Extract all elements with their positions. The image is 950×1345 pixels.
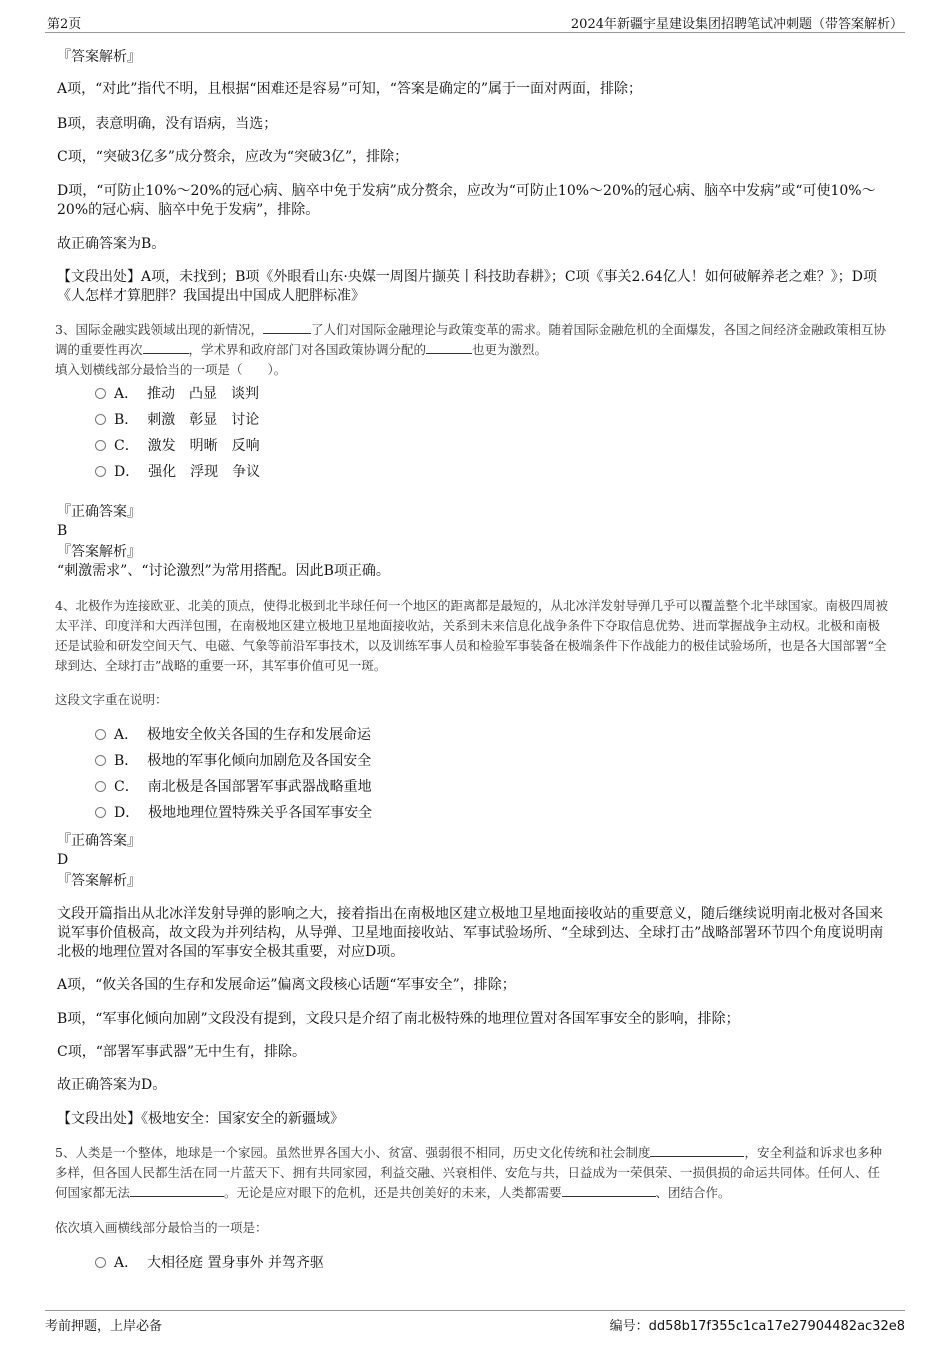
option-text: 极地安全攸关各国的生存和发展命运 [147,727,372,743]
q4-option-a[interactable] [95,726,371,744]
q4-analysis-a: A项，“攸关各国的生存和发展命运”偏离文段核心话题“军事安全”，排除； [57,977,516,993]
option-text: 推动 凸显 谈判 [147,386,260,402]
q3-option-c[interactable] [95,437,260,455]
radio-icon[interactable] [95,755,106,766]
q2-analysis-a: A项，“对此”指代不明，且根据“困难还是容易”可知，“答案是确定的”属于一面对两面，排除； [57,81,643,97]
q4-analysis-label: 『答案解析』 [57,873,141,889]
page-header [45,12,905,33]
document-title: 2024年新疆宇星建设集团招聘笔试冲刺题（带答案解析） [570,17,903,32]
q3-analysis-label: 『答案解析』 [57,544,141,560]
q3-answer: B [57,523,68,539]
q4-option-d[interactable] [95,804,372,822]
q4-source: 【文段出处】《极地安全：国家安全的新疆域》 [57,1111,344,1127]
q5-prompt: 依次填入画横线部分最恰当的一项是： [55,1220,268,1235]
option-text: 极地地理位置特殊关乎各国军事安全 [148,805,373,821]
q5-stem [55,1143,890,1203]
q3-stem-part: 了人们对国际金融理论与政策变革的需求。随着国际金融危机的全面爆发，各国之间经济金融政策相互协调的重要性再次 [55,322,886,357]
option-text: 强化 浮现 争议 [148,464,261,480]
q2-analysis-c: C项，“突破3亿多”成分赘余，应改为“突破3亿”，排除； [57,149,409,165]
code-value: dd58b17f355c1ca17e27904482ac32e8 [648,1319,905,1334]
page-footer [45,1310,905,1336]
document-code [610,1315,905,1334]
radio-icon[interactable] [95,388,106,399]
blank-line [143,341,189,354]
q3-option-d[interactable] [95,463,260,481]
q4-analysis-b: B项，“军事化倾向加剧”文段没有提到，文段只是介绍了南北极特殊的地理位置对各国军事安全的影响，排除； [57,1011,740,1027]
q3-option-a[interactable] [95,385,259,403]
blank-line [263,321,311,334]
option-letter: D． [114,805,140,821]
option-letter: C． [114,779,139,795]
q3-stem [55,320,890,380]
page-number: 第2页 [47,17,82,32]
option-letter: B． [114,412,139,428]
blank-line [426,341,472,354]
option-letter: B． [114,753,139,769]
blank-line [130,1184,224,1197]
radio-icon[interactable] [95,1257,106,1268]
q3-answer-label: 『正确答案』 [57,504,141,520]
q3-stem-part: ，学术界和政府部门对各国政策协调分配的 [188,342,427,357]
option-text: 激发 明晰 反响 [147,438,260,454]
q4-answer: D [57,852,69,868]
q4-answer-label: 『正确答案』 [57,833,141,849]
radio-icon[interactable] [95,781,106,792]
option-text: 南北极是各国部署军事武器战略重地 [147,779,372,795]
code-label: 编号： [609,1319,649,1334]
q4-option-c[interactable] [95,778,372,796]
q2-source: 【文段出处】A项，未找到；B项《外眼看山东·央媒一周图片撷英丨科技助春耕》；C项《事关2.64亿人！如何破解养老之难？》；D项《人怎样才算肥胖？我国提出中国成人肥胖标准》 [57,269,877,304]
radio-icon[interactable] [95,466,106,477]
q3-analysis: “刺激需求”、“讨论激烈”为常用搭配。因此B项正确。 [57,563,390,579]
radio-icon[interactable] [95,729,106,740]
option-text: 极地的军事化倾向加剧危及各国安全 [147,753,372,769]
q5-stem-part: 。无论是应对眼下的危机，还是共创美好的未来，人类都需要 [224,1185,562,1200]
q3-stem-part: 也更为激烈。 [472,342,548,357]
q4-conclusion: 故正确答案为D。 [57,1077,167,1093]
option-text: 大相径庭 置身事外 并驾齐驱 [147,1255,324,1271]
q3-stem-part: 3、国际金融实践领域出现的新情况， [55,322,263,337]
q5-stem-part: 5、人类是一个整体，地球是一个家园。虽然世界各国大小、贫富、强弱很不相同，历史文化传统和社会制度 [55,1145,651,1160]
footer-slogan: 考前押题，上岸必备 [45,1319,163,1334]
q5-stem-part: 、团结合作。 [655,1185,731,1200]
q2-conclusion: 故正确答案为B。 [57,236,166,252]
q2-analysis-d: D项，“可防止10%～20%的冠心病、脑卒中免于发病”成分赘余，应改为“可防止10%～20%的冠心病、脑卒中发病”或“可使10%～20%的冠心病、脑卒中免于发病”，排除。 [57,183,876,218]
q4-option-b[interactable] [95,752,371,770]
blank-line [650,1144,744,1157]
option-letter: C． [114,438,139,454]
blank-line [562,1184,656,1197]
option-letter: A． [114,386,139,402]
option-letter: D． [114,464,140,480]
q2-analysis-b: B项，表意明确，没有语病，当选； [57,116,278,132]
q4-stem: 4、北极作为连接欧亚、北美的顶点，使得北极到北半球任何一个地区的距离都是最短的，从北冰洋发射导弹几乎可以覆盖整个北半球国家。南极四周被太平洋、印度洋和大西洋包围，在南极地区建立极地卫星地面接收站，关系到未来信息化战争条件下夺取信息优势、进而掌握战争主动权。北极和南极还是试验和研发空间天气、电磁、气象等前沿军事技术，以及训练军事人员和检验军事装备在极端条件下作战能力的极佳试验场所，也是各大国部署“全球到达、全球打击”战略的重要一环，其军事价值可见一斑。 [55,598,888,673]
radio-icon[interactable] [95,414,106,425]
radio-icon[interactable] [95,440,106,451]
radio-icon[interactable] [95,807,106,818]
q5-option-a[interactable] [95,1254,324,1272]
option-letter: A． [114,727,139,743]
q2-analysis-label: 『答案解析』 [57,49,141,65]
option-letter: A． [114,1255,139,1271]
q3-prompt: 填入划横线部分最恰当的一项是（ ）。 [55,362,287,377]
q3-option-b[interactable] [95,411,259,429]
q4-analysis-c: C项，“部署军事武器”无中生有，排除。 [57,1044,307,1060]
q5-stem-part: ，安全利益和诉求也多种多样，但各国人民都生活在同一片蓝天下、拥有共同家园，利益交融、兴衰相伴、安危与共，日益成为一荣俱荣、一损俱损的命运共同体。任何人、任何国家都无法 [55,1145,882,1200]
q4-analysis: 文段开篇指出从北冰洋发射导弹的影响之大，接着指出在南极地区建立极地卫星地面接收站的重要意义，随后继续说明南北极对各国来说军事价值极高，故文段为并列结构，从导弹、卫星地面接收站、军事试验场所、“全球到达、全球打击”战略部署环节四个角度说明南北极的地理位置对各国的军事安全极其重要，对应D项。 [57,906,884,960]
q4-prompt: 这段文字重在说明： [55,692,168,707]
option-text: 刺激 彰显 讨论 [147,412,260,428]
